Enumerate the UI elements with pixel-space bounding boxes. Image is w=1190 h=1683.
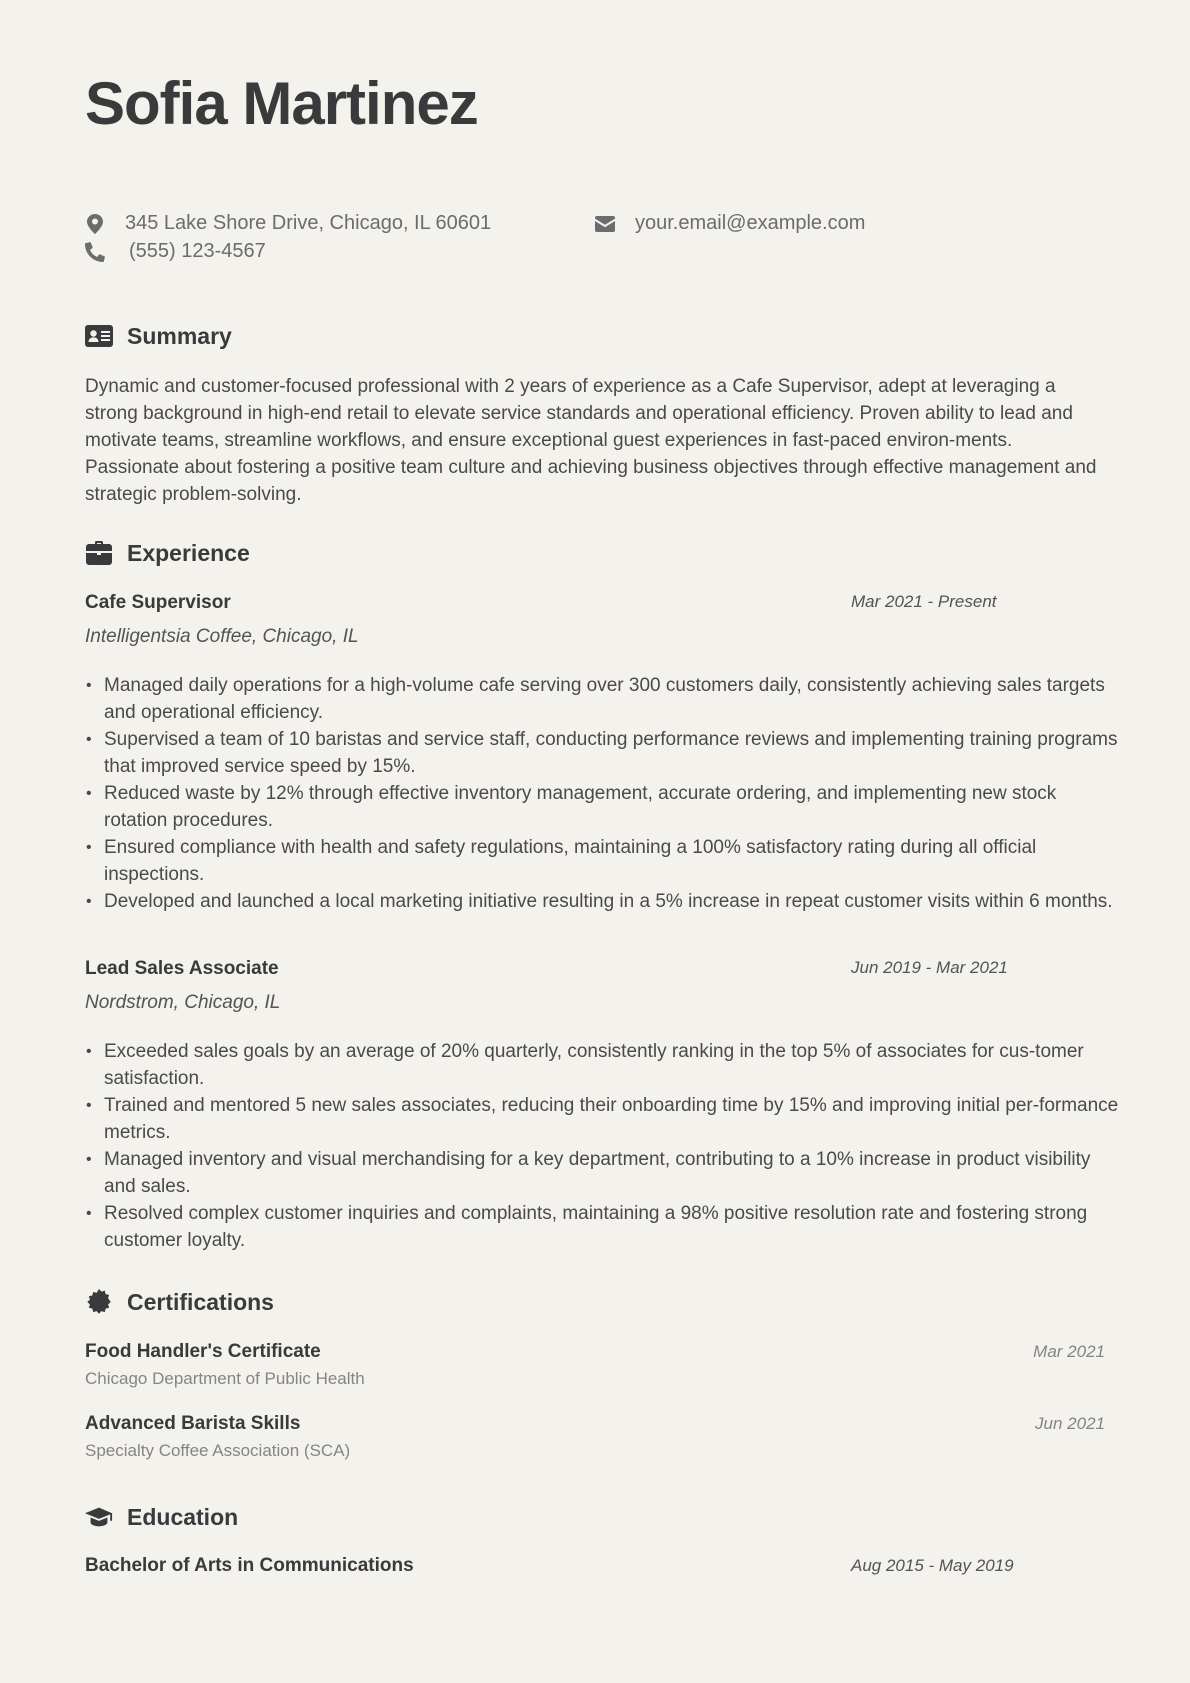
education-date: Aug 2015 - May 2019: [851, 1556, 1014, 1575]
list-item: • Trained and mentored 5 new sales associates, reducing their onboarding time by 15% and improving initial per-formance metrics.: [104, 1092, 1124, 1146]
list-item: • Ensured compliance with health and safety regulations, maintaining a 100% satisfactory rating during all official inspections.: [104, 834, 1124, 888]
briefcase-icon: [85, 539, 113, 567]
cert-date: Jun 2021: [1035, 1414, 1105, 1433]
list-item: • Reduced waste by 12% through effective inventory management, accurate ordering, and implementing new stock rotation procedures.: [104, 780, 1124, 834]
section-title: Education: [127, 1503, 239, 1530]
map-marker-icon: [85, 213, 105, 235]
envelope-icon: [595, 213, 615, 235]
list-item: • Exceeded sales goals by an average of 20% quarterly, consistently ranking in the top 5% of associates for cus-tomer satisfaction.: [104, 1038, 1124, 1092]
section-summary-header: [85, 322, 232, 350]
summary-text: Dynamic and customer-focused professional with 2 years of experience as a Cafe Supervisor, adept at leveraging a strong background in high-end retail to elevate service standards and operational efficiency. Proven ability to lead and motivate teams, streamline workflows, and ensure exceptional guest experiences in fast-paced environ-ments. Passionate about fostering a positive team culture and achieving business objectives through effective management and strategic problem-solving.: [85, 376, 1097, 505]
cert-title: Advanced Barista Skills: [85, 1413, 301, 1434]
list-item: • Supervised a team of 10 baristas and service staff, conducting performance reviews and implementing training programs that improved service speed by 15%.: [104, 726, 1124, 780]
candidate-name: Sofia Martinez: [85, 70, 478, 137]
job-company: Nordstrom, Chicago, IL: [85, 992, 281, 1013]
address-text: 345 Lake Shore Drive, Chicago, IL 60601: [125, 212, 492, 234]
contact-phone: [85, 240, 266, 263]
job-title: Cafe Supervisor: [85, 592, 231, 613]
list-item: • Developed and launched a local marketing initiative resulting in a 5% increase in repeat customer visits within 6 months.: [104, 888, 1124, 915]
cert-title: Food Handler's Certificate: [85, 1341, 321, 1362]
list-item: • Resolved complex customer inquiries and complaints, maintaining a 98% positive resolution rate and fostering strong customer loyalty.: [104, 1200, 1124, 1254]
section-title: Certifications: [127, 1288, 274, 1315]
section-title: Summary: [127, 322, 232, 349]
job-bullets: [85, 1038, 1124, 1254]
phone-text: (555) 123-4567: [129, 240, 266, 262]
section-education-header: [85, 1503, 238, 1531]
cert-org: Specialty Coffee Association (SCA): [85, 1441, 351, 1460]
section-certifications-header: [85, 1288, 274, 1316]
job-date: Mar 2021 - Present: [851, 592, 997, 611]
phone-icon: [85, 241, 105, 263]
job-company: Intelligentsia Coffee, Chicago, IL: [85, 626, 359, 647]
job-date: Jun 2019 - Mar 2021: [851, 958, 1008, 977]
section-experience-header: [85, 539, 250, 567]
list-item: • Managed inventory and visual merchandising for a key department, contributing to a 10% increase in product visibility and sales.: [104, 1146, 1124, 1200]
graduation-cap-icon: [85, 1503, 113, 1531]
contact-address: [85, 212, 491, 235]
cert-org: Chicago Department of Public Health: [85, 1369, 365, 1388]
education-degree: Bachelor of Arts in Communications: [85, 1555, 414, 1576]
resume-page: [85, 0, 1119, 1683]
list-item: • Managed daily operations for a high-volume cafe serving over 300 customers daily, consistently achieving sales targets and operational efficiency.: [104, 672, 1124, 726]
certificate-icon: [85, 1288, 113, 1316]
job-title: Lead Sales Associate: [85, 958, 279, 979]
id-card-icon: [85, 322, 113, 350]
contact-email: [595, 212, 865, 235]
email-link[interactable]: your.email@example.com: [635, 212, 866, 234]
section-title: Experience: [127, 539, 250, 566]
job-bullets: [85, 672, 1124, 915]
cert-date: Mar 2021: [1033, 1342, 1105, 1361]
